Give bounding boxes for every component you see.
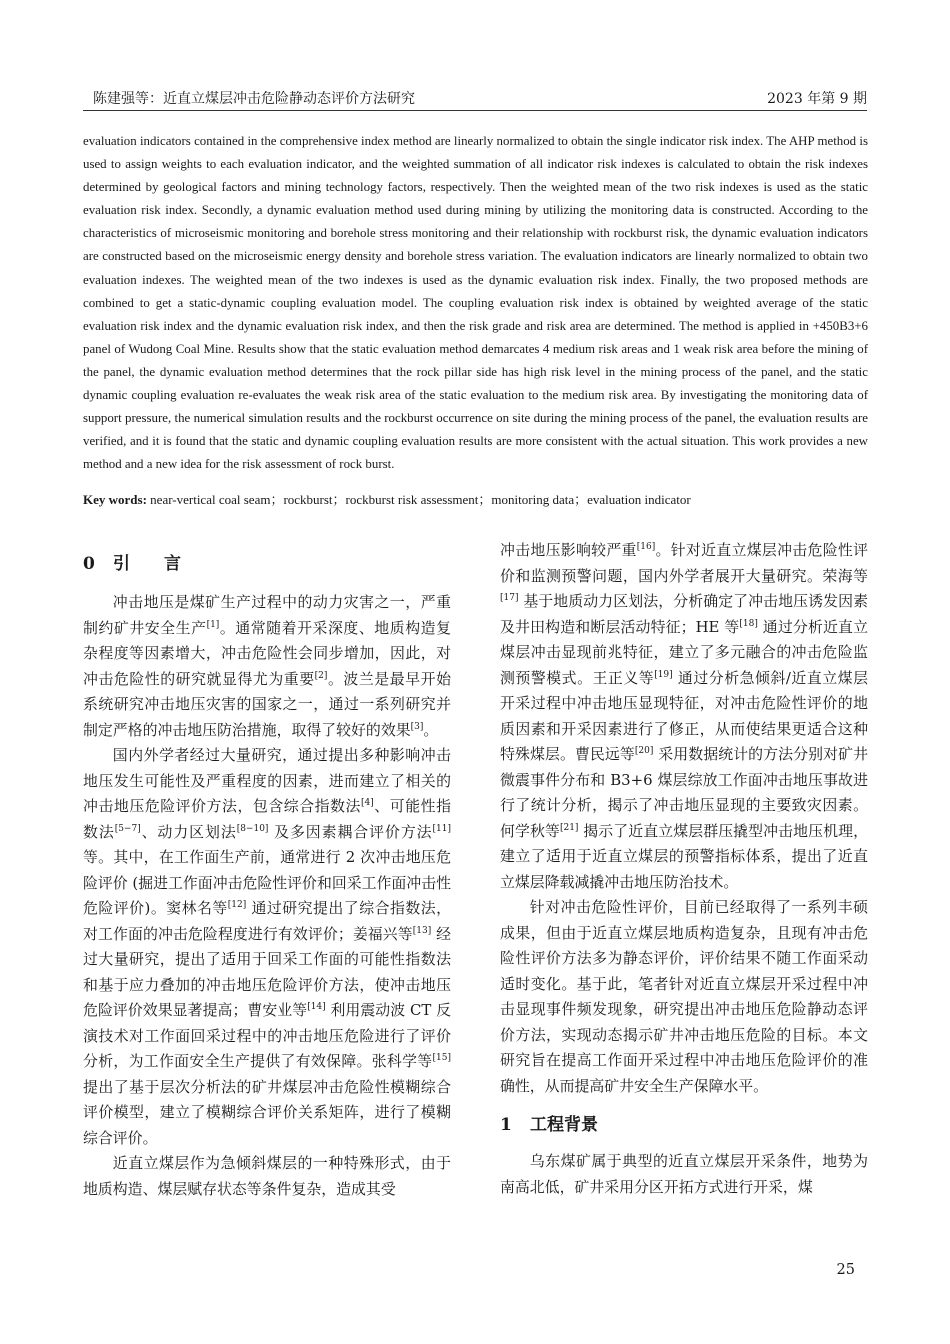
citation-ref[interactable]: [21] xyxy=(559,822,579,833)
citation-ref[interactable]: [1] xyxy=(206,619,220,630)
paragraph: 冲击地压是煤矿生产过程中的动力灾害之一，严重制约矿井安全生产[1]。通常随着开采深度、地质构造复杂程度等因素增大，冲击危险性会同步增加，因此，对冲击危险性的研究就显得尤为重要[2]。波兰是最早开始系统研究冲击地压灾害的国家之一，通过一系列研究并制定严格的冲击地压防治措施，取得了较好的效果[3]。 xyxy=(83,593,451,739)
citation-ref[interactable]: [17] xyxy=(500,593,519,604)
section-1-title: 工程背景 xyxy=(530,1115,598,1135)
citation-ref[interactable]: [15] xyxy=(432,1053,451,1064)
paragraph: 乌东煤矿属于典型的近直立煤层开采条件，地势为南高北低，矿井采用分区开拓方式进行开采，煤 xyxy=(500,1152,868,1196)
section-0-number: 0 xyxy=(83,554,95,574)
citation-ref[interactable]: [12] xyxy=(227,900,247,911)
citation-ref[interactable]: [13] xyxy=(412,925,432,936)
section-0-heading xyxy=(83,538,451,590)
running-header xyxy=(83,86,867,111)
issue-label: 2023 年第 9 期 xyxy=(767,91,867,107)
left-column xyxy=(83,538,451,1202)
keywords xyxy=(83,489,868,508)
paragraph: 近直立煤层作为急倾斜煤层的一种特殊形式，由于地质构造、煤层赋存状态等条件复杂，造成其受 xyxy=(83,1154,451,1198)
citation-ref[interactable]: [14] xyxy=(307,1002,326,1013)
paragraph: 国内外学者经过大量研究，通过提出多种影响冲击地压发生可能性及严重程度的因素，进而建立了相关的冲击地压危险评价方法，包含综合指数法[4]、可能性指数法[5−7]、动力区划法[8−10] 及多因素耦合评价方法[11] 等。其中，在工作面生产前，通常进行 2 次冲击地压危险评价 (掘进工作面冲击危险性评价和回采工作面冲击性危险评价)。窦林名等[12] 通过研究提出了综合指数法，对工作面的冲击危险程度进行有效评价；姜福兴等[13] 经过大量研究，提出了适用于回采工作面的可能性指数法和基于应力叠加的冲击地压危险评价方法，使冲击地压危险评价效果显著提高；曹安业等[14] 利用震动波 CT 反演技术对工作面回采过程中的冲击地压危险进行了评价分析，为工作面安全生产提供了有效保障。张科学等[15] 提出了基于层次分析法的矿井煤层冲击危险性模糊综合评价模型，建立了模糊综合评价关系矩阵，进行了模糊综合评价。 xyxy=(83,746,452,1147)
citation-ref[interactable]: [4] xyxy=(361,798,374,809)
citation-ref[interactable]: [3] xyxy=(410,721,424,732)
keywords-list: near-vertical coal seam；rockburst；rockburst risk assessment；monitoring data；evaluation indicator xyxy=(150,492,691,507)
page-number: 25 xyxy=(836,1262,855,1278)
running-title: 陈建强等：近直立煤层冲击危险静动态评价方法研究 xyxy=(93,91,415,107)
citation-ref[interactable]: [5−7] xyxy=(114,823,141,834)
paragraph: 针对冲击危险性评价，目前已经取得了一系列丰硕成果，但由于近直立煤层地质构造复杂，且现有冲击危险性评价方法多为静态评价，评价结果不随工作面采动适时变化。基于此，笔者针对近直立煤层开采过程中冲击显现事件频发现象，研究提出冲击地压危险静动态评价方法，实现动态揭示矿井冲击地压危险的目标。本文研究旨在提高工作面开采过程中冲击地压危险评价的准确性，从而提高矿井安全生产保障水平。 xyxy=(500,898,868,1095)
section-0-title: 引 言 xyxy=(113,554,181,574)
section-1-heading xyxy=(500,1101,868,1149)
keywords-label: Key words: xyxy=(83,492,147,507)
section-1-number: 1 xyxy=(500,1115,512,1135)
citation-ref[interactable]: [16] xyxy=(636,542,656,553)
right-column xyxy=(500,538,868,1200)
paragraph: 冲击地压影响较严重[16]。针对近直立煤层冲击危险性评价和监测预警问题，国内外学者展开大量研究。荣海等[17] 基于地质动力区划法，分析确定了冲击地压诱发因素及井田构造和断层活动特征；HE 等[18] 通过分析近直立煤层冲击显现前兆特征，建立了多元融合的冲击危险监测预警模式。王正义等[19] 通过分析急倾斜/近直立煤层开采过程中冲击地压显现特征，对冲击危险性评价的地质因素和开采因素进行了修正，从而使结果更适合这种特殊煤层。曹民远等[20] 采用数据统计的方法分别对矿井微震事件分布和 B3+6 煤层综放工作面冲击地压事故进行了统计分析，揭示了冲击地压显现的主要致灾因素。何学秋等[21] 揭示了近直立煤层群压撬型冲击地压机理，建立了适用于近直立煤层的预警指标体系，提出了近直立煤层降载减撬冲击地压防治技术。 xyxy=(500,541,869,891)
abstract-text: evaluation indicators contained in the comprehensive index method are linearly normalized to obtain the single indicator risk index. The AHP method is used to assign weights to each evaluation indicator, and the weighted summation of all indicator risk indexes is calculated to obtain the risk indexes determined by geological factors and mining technology factors, respectively. Then the weighted mean of the two risk indexes is used as the static evaluation risk index. Secondly, a dynamic evaluation method used during mining by utilizing the monitoring data is constructed. According to the characteristics of microseismic monitoring and borehole stress monitoring and their relationship with rockburst risk, the dynamic evaluation indicators are constructed based on the microseismic energy density and borehole stress variation. The evaluation indicators are linearly normalized to obtain two evaluation indexes. The weighted mean of the two indexes is used as the dynamic evaluation risk index. Finally, the two proposed methods are combined to get a static-dynamic coupling evaluation model. The coupling evaluation risk index is obtained by weighted average of the static evaluation risk index and the dynamic evaluation risk index, and then the risk grade and risk area are determined. The method is applied in +450B3+6 panel of Wudong Coal Mine. Results show that the static evaluation method demarcates 4 medium risk areas and 1 weak risk area before the mining of the panel, the dynamic evaluation method determines that the rock pillar side has high risk level in the mining process of the panel, and the static dynamic coupling evaluation re-evaluates the weak risk area of the static evaluation to the medium risk area. By investigating the monitoring data of support pressure, the numerical simulation results and the rockburst occurrence on site during the mining process of the panel, the evaluation results are verified, and it is found that the static and dynamic coupling evaluation results are more consistent with the actual situation. This work provides a new method and a new idea for the risk assessment of rock burst. xyxy=(83,134,868,472)
citation-ref[interactable]: [19] xyxy=(654,669,673,680)
citation-ref[interactable]: [8−10] xyxy=(236,823,269,834)
citation-ref[interactable]: [11] xyxy=(432,823,451,834)
citation-ref[interactable]: [20] xyxy=(634,746,654,757)
citation-ref[interactable]: [2] xyxy=(314,670,328,681)
citation-ref[interactable]: [18] xyxy=(739,618,758,629)
